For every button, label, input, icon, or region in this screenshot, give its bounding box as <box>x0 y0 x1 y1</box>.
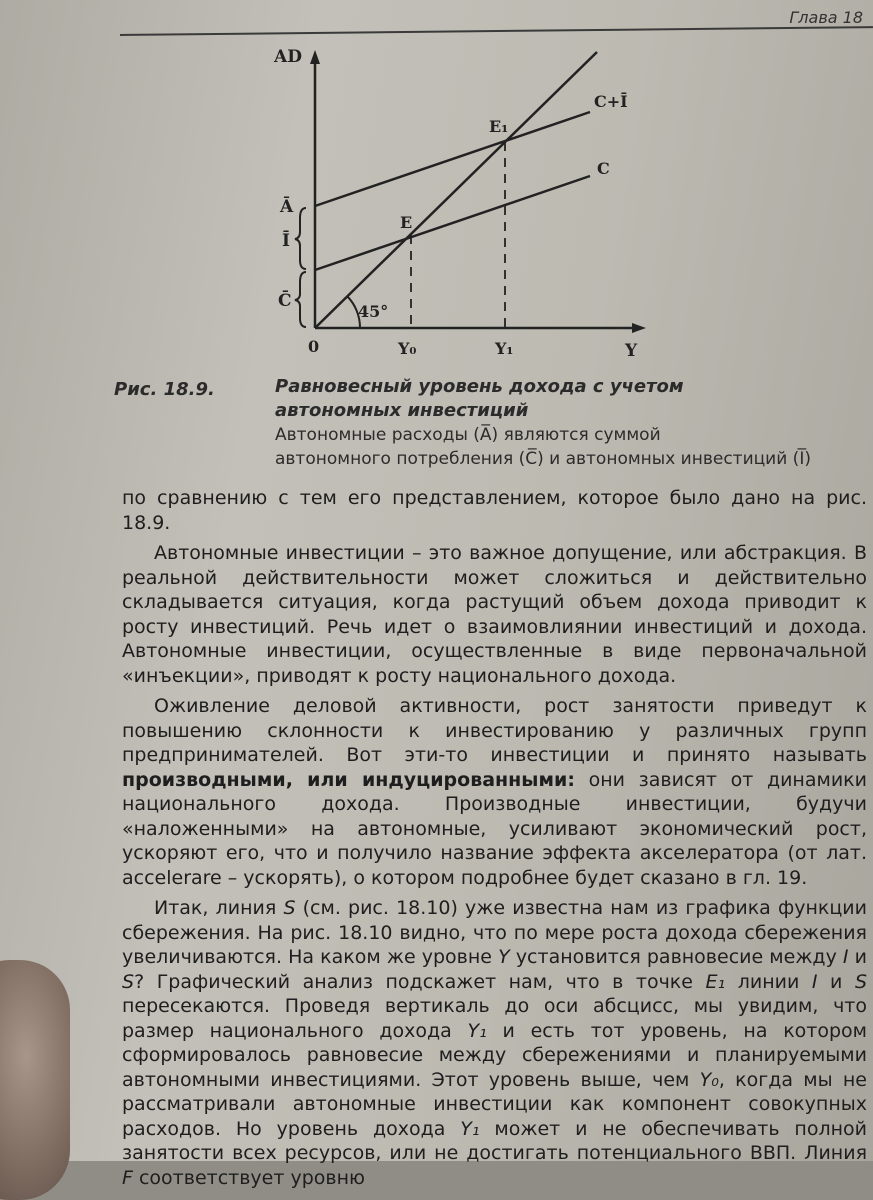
paragraph-1: Автономные инвестиции – это важное допущение, или абстракция. В реальной действительности может сложиться и действительно складывается ситуация, когда растущий объем дохода приводит к росту инвестиций. Речь идет о взаимовлиянии инвестиций и дохода. Автономные инвестиции, осуществленные в виде первоначальной «инъекции», приводят к росту национального дохода. <box>122 542 867 687</box>
p3-l: может и не обеспечивать полной занятости всех ресурсов, или не достигать потенциального ВВП. Линия <box>122 1117 867 1164</box>
p3-b: (см. рис. 18.10) уже известна нам из графика функции сбережения. На рис. 18.10 видно, что по мере роста дохода сбережения увеличиваются. На каком же уровне <box>122 897 867 968</box>
p3-f2: F <box>122 1166 133 1189</box>
tick-y1-label: Y₁ <box>495 339 514 358</box>
p3-y1: Y₁ <box>467 1019 487 1042</box>
equilibrium-chart <box>270 40 670 370</box>
p3-i: I <box>842 946 849 968</box>
p3-e: ? Графический анализ подскажет нам, что в точке <box>134 970 706 993</box>
figure-description-line2: автономного потребления (C̅) и автономных инвестиций (I̅) <box>275 449 811 469</box>
p3-y0: Y₀ <box>699 1068 719 1091</box>
p3-m: соответствует уровню <box>132 1166 365 1189</box>
p2-text-a: Оживление деловой активности, рост занятости приведут к повышению склонности к инвестированию у различных групп предпринимателей. Вот эти-то инвестиции и принято называть <box>122 695 867 766</box>
p3-a: Итак, линия <box>154 897 284 919</box>
p3-e1: E₁ <box>705 970 726 993</box>
p2-term-bold: производными, или индуцированными: <box>122 768 575 791</box>
p2-text-b: они зависят от динамики национального дохода. Производные инвестиции, будучи «наложенными» на автономные, усиливают экономический рост, ускоряют его, что и получило название эффекта акселератора (от лат. accelerare – ускорять), о котором подробнее будет сказано в гл. 19. <box>122 768 868 889</box>
paragraph-0: по сравнению с тем его представлением, которое было дано на рис. 18.9. <box>122 487 867 534</box>
thumb-shadow <box>0 960 70 1200</box>
x-axis-label: Y <box>625 341 638 361</box>
brace-c <box>295 272 306 327</box>
p3-s1: S <box>283 897 296 919</box>
p3-g: и <box>817 970 855 993</box>
p3-y1b: Y₁ <box>460 1117 480 1140</box>
line-c <box>315 176 590 270</box>
y-axis-label: AD <box>274 47 302 67</box>
p3-d: и <box>848 946 867 968</box>
angle-label: 45° <box>358 302 389 321</box>
p3-h: пересекаются. Проведя вертикаль до оси абсцисс, мы увидим, что размер национального дохода <box>122 995 867 1042</box>
a-bar-label: Ā <box>280 197 294 217</box>
point-e-label: E <box>400 213 413 232</box>
p3-c: установится равновесие между <box>509 946 843 968</box>
point-e1-label: E₁ <box>489 117 509 136</box>
paragraph-2 <box>122 694 867 890</box>
brace-i <box>295 208 306 269</box>
c-bar-label: C̄ <box>278 291 292 311</box>
p3-s2: S <box>122 970 135 993</box>
figure-description-line1: Автономные расходы (A̅) являются суммой <box>275 425 661 445</box>
p3-j: и есть тот уровень, на котором сформировалось равновесие между сбережениями и планируемыми автономными инвестициями. Этот уровень выше, чем <box>122 1019 868 1091</box>
i-bar-label: Ī <box>282 231 290 251</box>
p3-k: , когда мы не рассматривали автономные инвестиции как компонент совокупных расходов. Но уровень дохода <box>122 1068 867 1140</box>
figure-description <box>275 423 855 471</box>
figure-title: Равновесный уровень дохода с учетом автономных инвестиций <box>275 376 684 421</box>
p3-s3: S <box>854 970 867 993</box>
figure-number: Рис. 18.9. <box>114 379 215 400</box>
body-text <box>122 486 867 1190</box>
p3-y: Y <box>498 946 510 968</box>
line-ci-label: C+Ī <box>594 92 628 111</box>
x-axis-arrow <box>632 323 646 333</box>
chapter-header: Глава 18 <box>789 8 863 27</box>
tick-y0-label: Y₀ <box>398 339 417 358</box>
p3-i2: I <box>811 970 818 993</box>
p3-f: линии <box>725 970 812 993</box>
line-45 <box>315 52 597 328</box>
y-axis-arrow <box>310 50 320 64</box>
paragraph-3 <box>122 896 867 1190</box>
header-rule <box>120 26 873 36</box>
origin-label: 0 <box>308 337 320 356</box>
line-c-label: C <box>597 159 610 178</box>
